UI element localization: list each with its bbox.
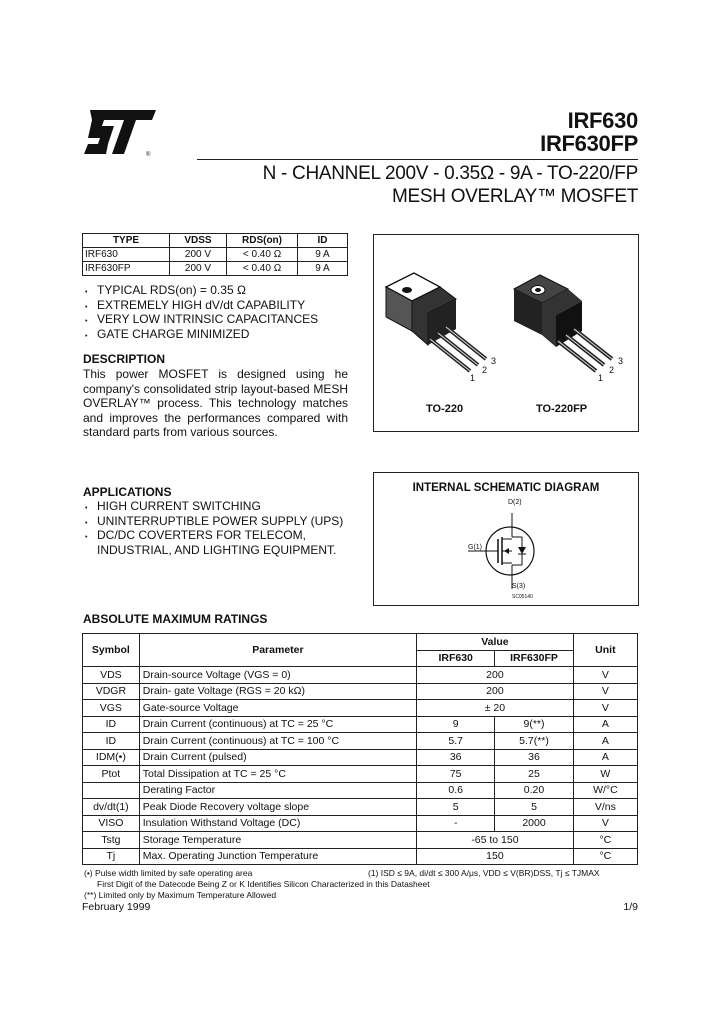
- unit-cell: V: [573, 700, 637, 717]
- part-number-1: IRF630: [567, 108, 638, 133]
- type-row: [83, 262, 348, 276]
- parameter-cell: Derating Factor: [139, 782, 416, 799]
- package-drawing: [374, 235, 638, 431]
- subtitle-1: N - CHANNEL 200V - 0.35Ω - 9A - TO-220/FP: [262, 163, 638, 184]
- ratings-row: [83, 700, 638, 717]
- unit-cell: A: [573, 733, 637, 750]
- ratings-heading: ABSOLUTE MAXIMUM RATINGS: [83, 612, 268, 626]
- feature-item: • VERY LOW INTRINSIC CAPACITANCES: [84, 312, 354, 327]
- value-cell: 200: [417, 667, 574, 684]
- unit-cell: W/°C: [573, 782, 637, 799]
- value-header: Value: [417, 634, 574, 651]
- description-text: This power MOSFET is designed using he company's consolidated strip layout-based MESH OVERLAY™ process. This technology matches and improves the performances compared with standard parts from various sources.: [83, 367, 348, 440]
- rdson-cell: < 0.40 Ω: [227, 248, 298, 262]
- vdss-cell: 200 V: [170, 248, 227, 262]
- st-logo: [82, 108, 158, 158]
- irf630-value-cell: -: [417, 815, 495, 832]
- parameter-cell: Gate-source Voltage: [139, 700, 416, 717]
- vdss-cell: 200 V: [170, 262, 227, 276]
- ratings-row: [83, 716, 638, 733]
- id-cell: 9 A: [298, 248, 348, 262]
- value-cell: 200: [417, 683, 574, 700]
- parameter-cell: Total Dissipation at TC = 25 °C: [139, 766, 416, 783]
- unit-cell: V: [573, 667, 637, 684]
- footer-date: February 1999: [82, 901, 151, 913]
- parameter-cell: Peak Diode Recovery voltage slope: [139, 799, 416, 816]
- irf630-value-cell: 5.7: [417, 733, 495, 750]
- value-cell: -65 to 150: [417, 832, 574, 849]
- ratings-row: [83, 749, 638, 766]
- symbol-cell: VDS: [83, 667, 140, 684]
- irf630-value-cell: 5: [417, 799, 495, 816]
- irf630fp-value-cell: 25: [495, 766, 573, 783]
- irf630fp-value-cell: 5: [495, 799, 573, 816]
- irf630fp-header: IRF630FP: [495, 650, 573, 667]
- features-list: [84, 283, 354, 341]
- to220-pin-2: 2: [482, 365, 488, 375]
- ratings-row: [83, 667, 638, 684]
- irf630-value-cell: 9: [417, 716, 495, 733]
- note-1: (•) Pulse width limited by safe operating area: [84, 868, 253, 878]
- feature-item: • GATE CHARGE MINIMIZED: [84, 327, 354, 342]
- parameter-header: Parameter: [139, 634, 416, 667]
- parameter-cell: Insulation Withstand Voltage (DC): [139, 815, 416, 832]
- type-table: [82, 233, 348, 276]
- irf630fp-value-cell: 9(**): [495, 716, 573, 733]
- note-4: (**) Limited only by Maximum Temperature Allowed: [84, 890, 277, 900]
- unit-cell: A: [573, 716, 637, 733]
- to220fp-pin-2: 2: [609, 365, 615, 375]
- parameter-cell: Drain Current (continuous) at TC = 25 °C: [139, 716, 416, 733]
- applications-list: [84, 499, 349, 557]
- to220fp-label: TO-220FP: [536, 403, 588, 415]
- unit-cell: W: [573, 766, 637, 783]
- symbol-cell: VDGR: [83, 683, 140, 700]
- parameter-cell: Drain Current (pulsed): [139, 749, 416, 766]
- package-box: [373, 234, 639, 432]
- to220-pin-3: 3: [491, 356, 497, 366]
- note-3: First Digit of the Datecode Being Z or K Identifies Silicon Characterized in this Datasheet: [97, 879, 430, 889]
- parameter-cell: Drain- gate Voltage (RGS = 20 kΩ): [139, 683, 416, 700]
- irf630fp-value-cell: 0.20: [495, 782, 573, 799]
- header-rule: [197, 159, 638, 160]
- unit-cell: A: [573, 749, 637, 766]
- symbol-cell: Ptot: [83, 766, 140, 783]
- applications-heading: APPLICATIONS: [83, 485, 172, 499]
- parameter-cell: Storage Temperature: [139, 832, 416, 849]
- irf630fp-value-cell: 36: [495, 749, 573, 766]
- gate-label: G(1): [468, 544, 482, 551]
- schematic-title: INTERNAL SCHEMATIC DIAGRAM: [412, 482, 600, 494]
- symbol-cell: Tstg: [83, 832, 140, 849]
- part-number-2: IRF630FP: [540, 131, 638, 156]
- symbol-cell: VGS: [83, 700, 140, 717]
- parameter-cell: Drain Current (continuous) at TC = 100 °C: [139, 733, 416, 750]
- application-item: • UNINTERRUPTIBLE POWER SUPPLY (UPS): [84, 514, 349, 529]
- drain-label: D(2): [508, 499, 522, 506]
- ratings-row: [83, 766, 638, 783]
- ratings-row: [83, 832, 638, 849]
- feature-item: • EXTREMELY HIGH dV/dt CAPABILITY: [84, 298, 354, 313]
- to220-package-icon: [386, 273, 486, 371]
- symbol-cell: dv/dt(1): [83, 799, 140, 816]
- parameter-cell: Max. Operating Junction Temperature: [139, 848, 416, 865]
- feature-item: • TYPICAL RDS(on) = 0.35 Ω: [84, 283, 354, 298]
- unit-cell: V/ns: [573, 799, 637, 816]
- type-header: TYPE: [83, 234, 170, 248]
- description-heading: DESCRIPTION: [83, 352, 166, 366]
- symbol-cell: IDM(•): [83, 749, 140, 766]
- ratings-row: [83, 733, 638, 750]
- ratings-row: [83, 782, 638, 799]
- symbol-cell: [83, 782, 140, 799]
- type-cell: IRF630: [83, 248, 170, 262]
- schematic-code: SC05140: [512, 594, 533, 600]
- symbol-cell: ID: [83, 733, 140, 750]
- irf630-value-cell: 75: [417, 766, 495, 783]
- application-item: • HIGH CURRENT SWITCHING: [84, 499, 349, 514]
- irf630fp-value-cell: 2000: [495, 815, 573, 832]
- to220fp-pin-3: 3: [618, 356, 624, 366]
- ratings-row: [83, 799, 638, 816]
- symbol-cell: ID: [83, 716, 140, 733]
- id-header: ID: [298, 234, 348, 248]
- unit-cell: V: [573, 683, 637, 700]
- irf630-value-cell: 36: [417, 749, 495, 766]
- to220fp-pin-1: 1: [598, 373, 604, 383]
- irf630fp-value-cell: 5.7(**): [495, 733, 573, 750]
- id-cell: 9 A: [298, 262, 348, 276]
- value-cell: 150: [417, 848, 574, 865]
- to220fp-package-icon: [514, 275, 612, 371]
- value-cell: ± 20: [417, 700, 574, 717]
- note-2: (1) ISD ≤ 9A, di/dt ≤ 300 A/μs, VDD ≤ V(BR)DSS, Tj ≤ TJMAX: [368, 868, 600, 878]
- ratings-table: [82, 633, 638, 865]
- ratings-body: [83, 667, 638, 865]
- symbol-header: Symbol: [83, 634, 140, 667]
- unit-cell: °C: [573, 832, 637, 849]
- ratings-row: [83, 848, 638, 865]
- rdson-header: RDS(on): [227, 234, 298, 248]
- symbol-cell: Tj: [83, 848, 140, 865]
- rdson-cell: < 0.40 Ω: [227, 262, 298, 276]
- to220-label: TO-220: [426, 403, 464, 415]
- footer-page: 1/9: [623, 901, 638, 913]
- source-label: S(3): [512, 583, 526, 590]
- subtitle-2: MESH OVERLAY™ MOSFET: [392, 186, 638, 207]
- ratings-row: [83, 683, 638, 700]
- irf630-value-cell: 0.6: [417, 782, 495, 799]
- to220-pin-1: 1: [470, 373, 476, 383]
- type-cell: IRF630FP: [83, 262, 170, 276]
- svg-text:®: ®: [146, 152, 151, 158]
- unit-cell: V: [573, 815, 637, 832]
- symbol-cell: VISO: [83, 815, 140, 832]
- type-row: [83, 248, 348, 262]
- ratings-row: [83, 815, 638, 832]
- parameter-cell: Drain-source Voltage (VGS = 0): [139, 667, 416, 684]
- unit-header: Unit: [573, 634, 637, 667]
- schematic-box: [373, 472, 639, 606]
- irf630-header: IRF630: [417, 650, 495, 667]
- application-item: • DC/DC COVERTERS FOR TELECOM, INDUSTRIAL, AND LIGHTING EQUIPMENT.: [84, 528, 349, 557]
- vdss-header: VDSS: [170, 234, 227, 248]
- unit-cell: °C: [573, 848, 637, 865]
